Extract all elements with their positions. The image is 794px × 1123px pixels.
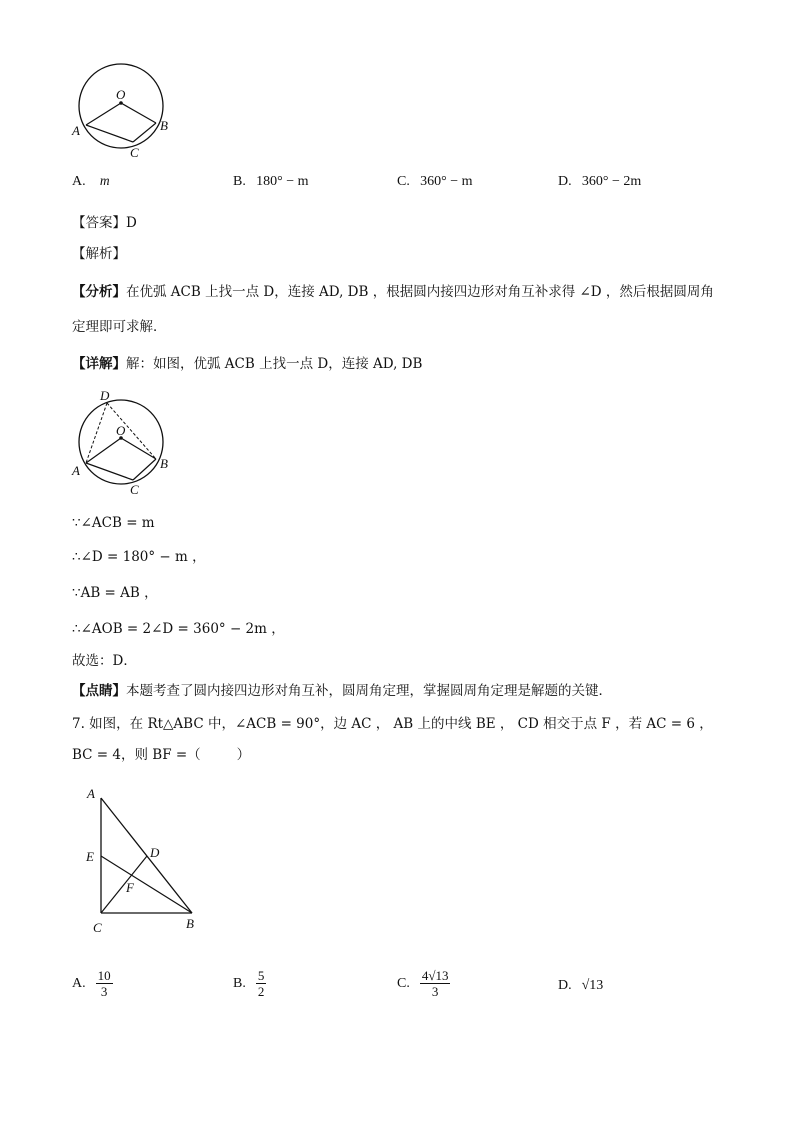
- q7-option-c-den: 3: [431, 984, 439, 999]
- q6-option-b: [233, 172, 309, 191]
- detail-line: [72, 355, 422, 373]
- fig2-label-a: A: [72, 463, 80, 478]
- q7-option-a-label: A.: [72, 975, 86, 991]
- q6-option-d-label: D.: [558, 174, 572, 189]
- fig1-label-c: C: [130, 145, 139, 160]
- fig3-label-b: B: [186, 916, 194, 931]
- q7-option-c-label: C.: [397, 975, 410, 991]
- dianjing-text: 本题考查了圆内接四边形对角互补，圆周角定理，掌握圆周角定理是解题的关键．: [126, 683, 612, 699]
- dianjing-tag: 【点睛】: [72, 683, 126, 699]
- q6-option-b-label: B.: [233, 174, 246, 189]
- q7-option-d-label: D.: [558, 978, 572, 993]
- step-4: ∴∠AOB = 2∠D = 360° − 2m ，: [72, 621, 285, 637]
- fig3-label-d: D: [150, 845, 160, 860]
- fig2-label-d: D: [100, 388, 110, 403]
- q7-line-2-close: ）: [236, 747, 251, 763]
- fig2-label-o: O: [116, 423, 126, 438]
- fig1-label-b: B: [160, 118, 168, 133]
- q7-option-a-den: 3: [100, 984, 108, 999]
- fig3-label-e: E: [86, 849, 94, 864]
- q7-option-b-num: 5: [257, 968, 265, 983]
- q7-option-c: [397, 968, 450, 999]
- q7-option-d-value: √13: [581, 978, 604, 993]
- q7-option-b: [233, 968, 266, 999]
- q6-option-d-value: 360° − 2m: [581, 174, 642, 189]
- q7-option-a-fraction: [96, 968, 113, 999]
- detail-tag: 【详解】: [72, 356, 126, 372]
- q7-option-b-label: B.: [233, 975, 246, 991]
- q7-line-1: 7. 如图，在 Rt△ABC 中，∠ACB = 90°，边 AC ， AB 上的中线 BE ， CD 相交于点 F ，若 AC = 6 ，: [72, 716, 713, 732]
- q6-option-c-label: C.: [397, 174, 410, 189]
- figure-triangle: [80, 780, 210, 940]
- q6-option-c-value: 360° − m: [420, 174, 473, 189]
- fig3-label-c: C: [93, 920, 102, 935]
- step-2: ∴∠D = 180° − m ，: [72, 549, 206, 565]
- fig1-label-a: A: [72, 123, 80, 138]
- fig2-label-b: B: [160, 456, 168, 471]
- fig3-label-a: A: [87, 786, 95, 801]
- q7-line-2: [72, 746, 250, 764]
- q7-option-a: [72, 968, 113, 999]
- step-3: ∵AB = AB ，: [72, 585, 158, 601]
- q7-option-b-den: 2: [257, 984, 265, 999]
- q6-option-a: [72, 172, 110, 191]
- q7-option-d: [558, 978, 603, 994]
- fenxi-line-1: [72, 283, 714, 301]
- answer-tag: 【答案】: [72, 215, 126, 231]
- q7-option-a-num: 10: [97, 968, 111, 983]
- q7-option-b-fraction: [256, 968, 267, 999]
- q7-option-c-fraction: [420, 968, 451, 999]
- q7-option-c-num: 4√13: [421, 968, 449, 983]
- fig1-label-o: O: [116, 87, 126, 102]
- q6-option-c: [397, 172, 473, 191]
- fig3-label-f: F: [126, 880, 134, 895]
- q6-option-a-value: m: [99, 173, 110, 188]
- fenxi-text-1: 在优弧 ACB 上找一点 D，连接 AD, DB ，根据圆内接四边形对角互补求得 ∠D ，然后根据圆周角: [126, 284, 714, 300]
- answer-value: D: [126, 215, 137, 231]
- answer-line: [72, 214, 137, 232]
- q7-line-2-text: BC = 4，则 BF =（: [72, 747, 201, 763]
- q6-option-b-value: 180° − m: [256, 174, 309, 189]
- step-1: ∵∠ACB = m: [72, 515, 155, 531]
- choice-line: 故选：D．: [72, 653, 137, 669]
- q6-option-d: [558, 172, 641, 191]
- fenxi-tag: 【分析】: [72, 284, 126, 300]
- fig2-label-c: C: [130, 482, 139, 497]
- fenxi-line-2: 定理即可求解．: [72, 319, 167, 335]
- figure-circle-1: [68, 58, 178, 163]
- q6-option-a-label: A.: [72, 174, 86, 189]
- detail-text: 解：如图，优弧 ACB 上找一点 D，连接 AD, DB: [126, 356, 423, 372]
- figure-circle-2: [68, 388, 178, 500]
- analysis-tag: 【解析】: [72, 246, 126, 262]
- dianjing-line: [72, 682, 612, 700]
